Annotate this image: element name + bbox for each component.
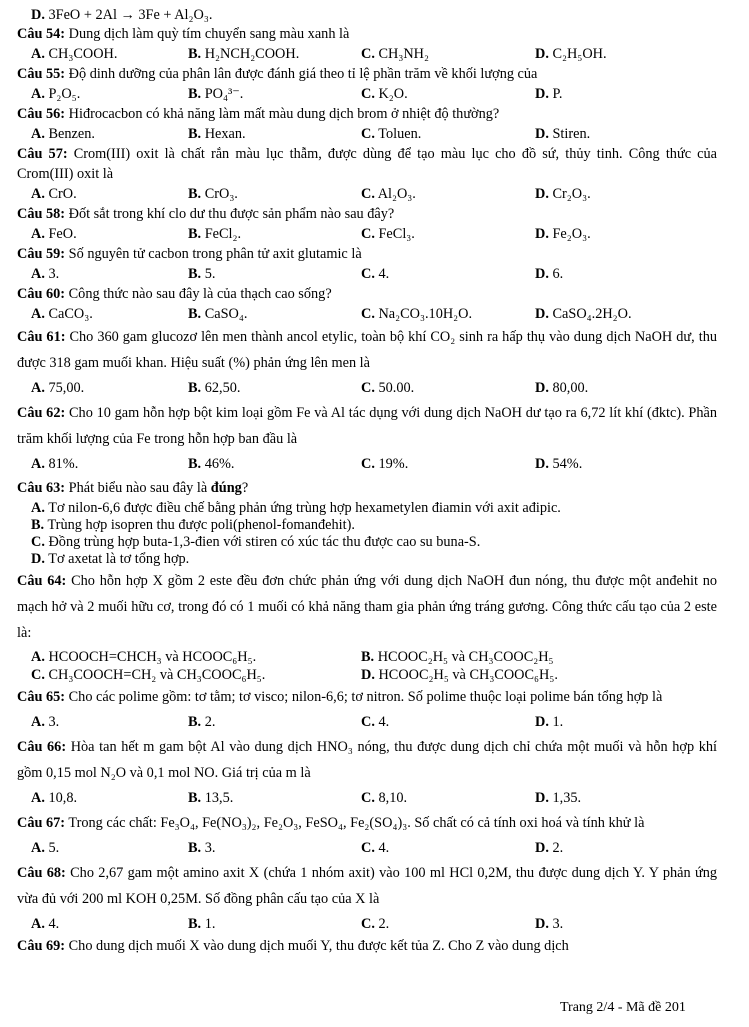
q64-option-d[interactable]: D. HCOOC₂H₅ và CH₃COOC₆H₅. [361, 667, 558, 683]
q58-option-c[interactable]: C. FeCl₃. [361, 226, 415, 242]
q60-option-a[interactable]: A. CaCO₃. [31, 306, 93, 322]
q67-option-b[interactable]: B. 3. [188, 840, 216, 856]
q66-option-d[interactable]: D. 1,35. [535, 790, 582, 806]
question-55: Câu 55: Độ dinh dưỡng của phân lân được đánh giá theo tỉ lệ phần trăm về khối lượng của [17, 66, 538, 82]
q66-options [31, 786, 717, 810]
q65-option-a[interactable]: A. 3. [31, 714, 60, 730]
q62-option-c[interactable]: C. 19%. [361, 456, 409, 472]
q56-option-d[interactable]: D. Stiren. [535, 126, 591, 142]
q57-option-c[interactable]: C. Al₂O₃. [361, 186, 416, 202]
question-59: Câu 59: Số nguyên tử cacbon trong phân tử axit glutamic là [17, 246, 362, 262]
question-62: Câu 62: Cho 10 gam hỗn hợp bột kim loại gồm Fe và Al tác dụng với dung dịch NaOH dư tạo ra 6,72 lít khí (đktc). Phần trăm khối lượng của Fe trong hỗn hợp ban đầu là [17, 405, 718, 447]
q60-options [31, 304, 717, 324]
q61-option-c[interactable]: C. 50.00. [361, 380, 415, 396]
q64-option-a[interactable]: A. HCOOCH=CHCH₃ và HCOOC₆H₅. [31, 649, 257, 665]
q59-option-a[interactable]: A. 3. [31, 266, 60, 282]
q54-option-d[interactable]: D. C₂H₅OH. [535, 46, 607, 62]
q55-option-b[interactable]: B. PO₄³⁻. [188, 86, 244, 102]
question-58: Câu 58: Đốt sắt trong khí clo dư thu được sản phẩm nào sau đây? [17, 206, 395, 222]
q57-option-a[interactable]: A. CrO. [31, 186, 77, 202]
q57-option-b[interactable]: B. CrO₃. [188, 186, 238, 202]
q58-options [31, 224, 717, 244]
q55-option-a[interactable]: A. P₂O₅. [31, 86, 81, 102]
q58-option-a[interactable]: A. FeO. [31, 226, 77, 242]
q56-option-a[interactable]: A. Benzen. [31, 126, 95, 142]
q68-option-b[interactable]: B. 1. [188, 916, 216, 932]
q64-options-row2 [31, 666, 717, 684]
q61-options [31, 376, 717, 400]
question-68: Câu 68: Cho 2,67 gam một amino axit X (chứa 1 nhóm axit) vào 100 ml HCl 0,2M, thu được dung dịch Y. Y phản ứng vừa đủ với 200 ml KOH 0,25M. Số đồng phân cấu tạo của X là [17, 865, 717, 907]
q56-option-c[interactable]: C. Toluen. [361, 126, 422, 142]
q62-option-d[interactable]: D. 54%. [535, 456, 583, 472]
q65-option-b[interactable]: B. 2. [188, 714, 216, 730]
q62-option-b[interactable]: B. 46%. [188, 456, 235, 472]
q65-option-c[interactable]: C. 4. [361, 714, 390, 730]
q68-options [31, 912, 717, 936]
question-54: Câu 54: Dung dịch làm quỳ tím chuyển sang màu xanh là [17, 26, 350, 42]
q64-option-b[interactable]: B. HCOOC₂H₅ và CH₃COOC₂H₅ [361, 649, 554, 665]
q56-option-b[interactable]: B. Hexan. [188, 126, 246, 142]
question-65: Câu 65: Cho các polime gồm: tơ tằm; tơ visco; nilon-6,6; tơ nitron. Số polime thuộc loại polime bán tổng hợp là [17, 689, 663, 705]
q61-option-d[interactable]: D. 80,00. [535, 380, 589, 396]
q67-option-d[interactable]: D. 2. [535, 840, 564, 856]
q66-option-b[interactable]: B. 13,5. [188, 790, 234, 806]
q63-option-b[interactable]: B. Trùng hợp isopren thu được poli(phenol-fomanđehit). [31, 517, 355, 533]
q62-options [31, 452, 717, 476]
q63-option-c[interactable]: C. Đồng trùng hợp buta-1,3-đien với stiren có xúc tác thu được cao su buna-S. [31, 534, 481, 550]
q68-option-c[interactable]: C. 2. [361, 916, 390, 932]
q68-option-a[interactable]: A. 4. [31, 916, 60, 932]
q58-option-b[interactable]: B. FeCl₂. [188, 226, 242, 242]
q62-option-a[interactable]: A. 81%. [31, 456, 79, 472]
q59-option-d[interactable]: D. 6. [535, 266, 564, 282]
question-67: Câu 67: Trong các chất: Fe₃O₄, Fe(NO₃)₂, Fe₂O₃, FeSO₄, Fe₂(SO₄)₃. Số chất có cả tính oxi hoá và tính khử là [17, 815, 645, 831]
q65-options [31, 710, 717, 734]
question-56: Câu 56: Hiđrocacbon có khả năng làm mất màu dung dịch brom ở nhiệt độ thường? [17, 106, 500, 122]
question-63: Câu 63: Phát biểu nào sau đây là đúng? [17, 480, 249, 496]
q64-options-row1 [31, 648, 717, 666]
q59-option-b[interactable]: B. 5. [188, 266, 216, 282]
q56-options [31, 124, 717, 144]
q61-option-b[interactable]: B. 62,50. [188, 380, 241, 396]
q54-option-b[interactable]: B. H₂NCH₂COOH. [188, 46, 300, 62]
question-60: Câu 60: Công thức nào sau đây là của thạch cao sống? [17, 286, 332, 302]
q68-option-d[interactable]: D. 3. [535, 916, 564, 932]
q67-options [31, 836, 717, 860]
question-69: Câu 69: Cho dung dịch muối X vào dung dịch muối Y, thu được kết tủa Z. Cho Z vào dung dịch [17, 938, 569, 954]
q54-option-c[interactable]: C. CH₃NH₂ [361, 46, 429, 62]
question-64: Câu 64: Cho hỗn hợp X gồm 2 este đều đơn chức phản ứng với dung dịch NaOH đun nóng, thu được một anđehit no mạch hở và 2 muối hữu cơ, trong đó có 1 muối có khả năng tham gia phản ứng tráng gương. Công thức cấu tạo của 2 este là: [17, 573, 718, 641]
q58-option-d[interactable]: D. Fe₂O₃. [535, 226, 591, 242]
q67-option-a[interactable]: A. 5. [31, 840, 60, 856]
q54-options [31, 44, 717, 64]
q67-option-c[interactable]: C. 4. [361, 840, 390, 856]
q60-option-c[interactable]: C. Na₂CO₃.10H₂O. [361, 306, 473, 322]
q57-options [31, 184, 717, 204]
question-66: Câu 66: Hòa tan hết m gam bột Al vào dung dịch HNO₃ nóng, thu được dung dịch chỉ chứa một muối và hỗn hợp khí gồm 0,15 mol N₂O và 0,1 mol NO. Giá trị của m là [17, 739, 717, 781]
q55-option-c[interactable]: C. K₂O. [361, 86, 408, 102]
q63-option-a[interactable]: A. Tơ nilon-6,6 được điều chế bằng phản ứng trùng hợp hexametylen điamin với axit ađipic. [31, 500, 561, 516]
question-57: Câu 57: Crom(III) oxit là chất rắn màu lục thẫm, được dùng để tạo màu lục cho đồ sứ, thủy tinh. Công thức của Crom(III) oxit là [17, 146, 717, 182]
page-footer: Trang 2/4 - Mã đề 201 [560, 1000, 686, 1015]
q61-option-a[interactable]: A. 75,00. [31, 380, 85, 396]
q59-option-c[interactable]: C. 4. [361, 266, 390, 282]
q59-options [31, 264, 717, 284]
q63-option-d[interactable]: D. Tơ axetat là tơ tổng hợp. [31, 551, 190, 567]
exam-page [17, 6, 717, 956]
q60-option-b[interactable]: B. CaSO₄. [188, 306, 248, 322]
q54-option-a[interactable]: A. CH₃COOH. [31, 46, 118, 62]
q66-option-a[interactable]: A. 10,8. [31, 790, 78, 806]
q60-option-d[interactable]: D. CaSO₄.2H₂O. [535, 306, 632, 322]
q66-option-c[interactable]: C. 8,10. [361, 790, 408, 806]
q55-options [31, 84, 717, 104]
q57-option-d[interactable]: D. Cr₂O₃. [535, 186, 591, 202]
q64-option-c[interactable]: C. CH₃COOCH=CH₂ và CH₃COOC₆H₅. [31, 667, 266, 683]
question-61: Câu 61: Cho 360 gam glucozơ lên men thành ancol etylic, toàn bộ khí CO₂ sinh ra hấp thụ vào dung dịch NaOH dư, thu được 318 gam muối khan. Hiệu suất (%) phản ứng lên men là [17, 329, 717, 371]
q55-option-d[interactable]: D. P. [535, 86, 563, 102]
q53-option-d: D. 3FeO + 2Al → 3Fe + Al₂O₃. [31, 7, 213, 23]
q65-option-d[interactable]: D. 1. [535, 714, 564, 730]
